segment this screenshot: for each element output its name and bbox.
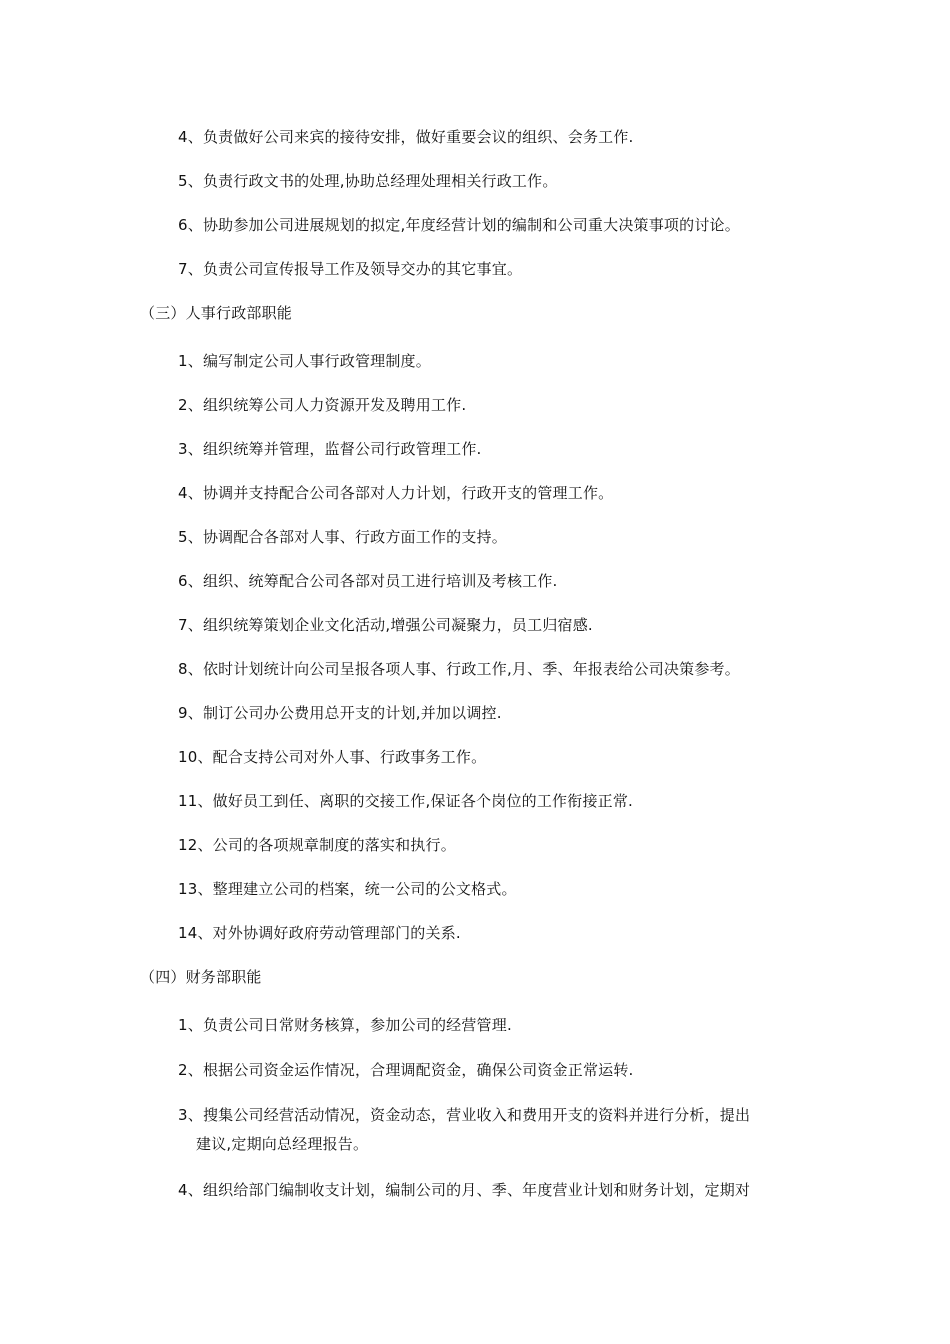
paragraph-item-7-publicity: 7、负责公司宣传报导工作及领导交办的其它事宜。 [178,260,523,278]
section-heading-hr-admin: （三）人事行政部职能 [140,304,293,322]
finance-item-1: 1、负责公司日常财务核算，参加公司的经营管理. [178,1016,512,1034]
paragraph-item-6-planning: 6、协助参加公司进展规划的拟定,年度经营计划的编制和公司重大决策事项的讨论。 [178,216,740,234]
hr-item-8: 8、依时计划统计向公司呈报各项人事、行政工作,月、季、年报表给公司决策参考。 [178,660,740,678]
hr-item-7: 7、组织统筹策划企业文化活动,增强公司凝聚力，员工归宿感. [178,616,593,634]
hr-item-13: 13、整理建立公司的档案，统一公司的公文格式。 [178,880,517,898]
hr-item-11: 11、做好员工到任、离职的交接工作,保证各个岗位的工作衔接正常. [178,792,634,810]
hr-item-5: 5、协调配合各部对人事、行政方面工作的支持。 [178,528,507,546]
hr-item-12: 12、公司的各项规章制度的落实和执行。 [178,836,456,854]
paragraph-item-5-documents: 5、负责行政文书的处理,协助总经理处理相关行政工作。 [178,172,558,190]
finance-item-3-continuation: 建议,定期向总经理报告。 [196,1135,369,1153]
paragraph-item-4-reception: 4、负责做好公司来宾的接待安排，做好重要会议的组织、会务工作. [178,128,634,146]
hr-item-10: 10、配合支持公司对外人事、行政事务工作。 [178,748,487,766]
finance-item-2: 2、根据公司资金运作情况，合理调配资金，确保公司资金正常运转. [178,1061,634,1079]
hr-item-14: 14、对外协调好政府劳动管理部门的关系. [178,924,461,942]
section-heading-finance: （四）财务部职能 [140,968,262,986]
hr-item-4: 4、协调并支持配合公司各部对人力计划，行政开支的管理工作。 [178,484,614,502]
hr-item-1: 1、编写制定公司人事行政管理制度。 [178,352,431,370]
hr-item-6: 6、组织、统筹配合公司各部对员工进行培训及考核工作. [178,572,558,590]
hr-item-3: 3、组织统筹并管理，监督公司行政管理工作. [178,440,482,458]
hr-item-9: 9、制订公司办公费用总开支的计划,并加以调控. [178,704,502,722]
finance-item-3: 3、搜集公司经营活动情况，资金动态，营业收入和费用开支的资料并进行分析，提出 [178,1106,751,1124]
finance-item-4: 4、组织给部门编制收支计划，编制公司的月、季、年度营业计划和财务计划，定期对 [178,1181,751,1199]
hr-item-2: 2、组织统筹公司人力资源开发及聘用工作. [178,396,467,414]
